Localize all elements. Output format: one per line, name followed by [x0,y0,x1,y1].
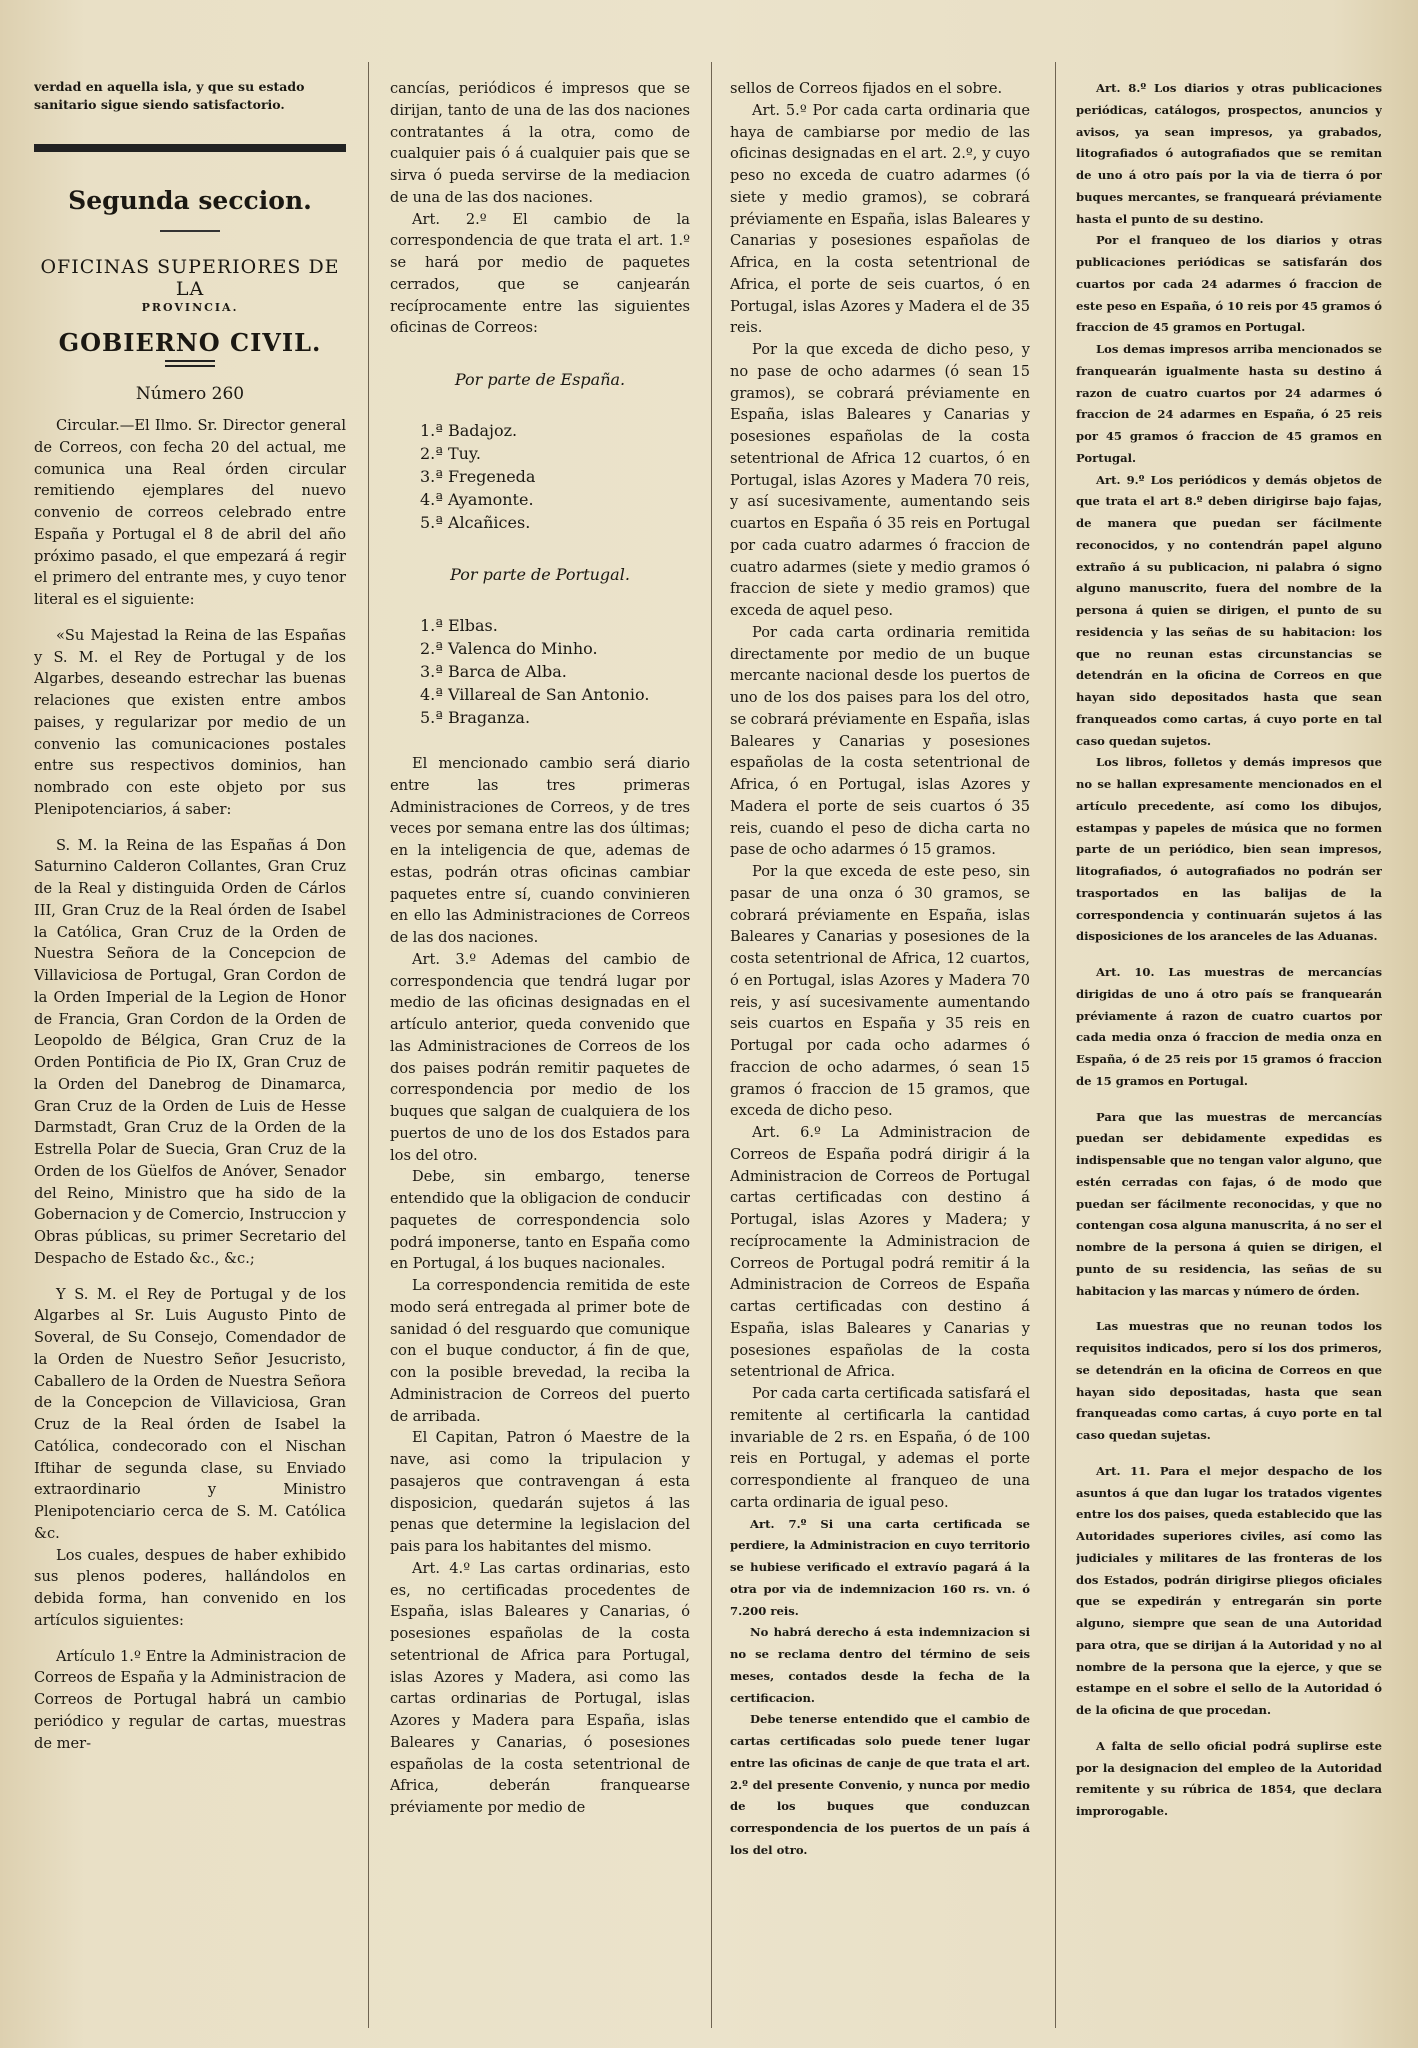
list-item: 3.ª Fregeneda [420,467,536,486]
heading-civil-government: GOBIERNO CIVIL. [58,328,322,357]
paragraph: Los demas impresos arriba mencionados se franquearán igualmente hasta su destino á razon de cuatro cuartos por 24 adarmes ó fraccion de 24 adarmes en España, ó 25 reis por 45 gramos ó fraccion de 45 gramos en Portugal. [1076,342,1382,465]
paragraph: Debe, sin embargo, tenerse entendido que la obligacion de conducir paquetes de correspondencia solo podrá imponerse, tanto en España como en Portugal, á los buques nacionales. [390,1168,690,1273]
column-1 [34,78,346,2028]
list-heading-spain: Por parte de España. [454,370,626,389]
paragraph: Art. 5.º Por cada carta ordinaria que haya de cambiarse por medio de las oficinas designadas en el art. 2.º, y cuyo peso no exceda de cuatro adarmes (ó siete y medio gramos), se cobrará préviamente en España, islas Baleares y Canarias y posesiones españolas de Africa, en la costa setentrional de Africa, el porte de seis cuartos, ó en Portugal, islas Azores y Madera el de 35 reis. [730,101,1030,337]
column-rule [368,62,369,2028]
paragraph: Por la que exceda de este peso, sin pasar de una onza ó 30 gramos, se cobrará préviamente en España, islas Baleares y Canarias y posesiones de la costa setentrional de Africa, 12 cuartos, ó en Portugal, islas Azores y Madera 70 reis, y así sucesivamente aumentando seis cuartos en España y 35 reis en Portugal por cada ocho adarmes ó fraccion de ocho adarmes, ó sean 15 gramos ó fraccion de 15 gramos, que exceda de dicho peso. [730,863,1030,1120]
paragraph: Art. 8.º Los diarios y otras publicaciones periódicas, catálogos, prospectos, anuncios y avisos, ya sean impresos, ya grabados, litografiados ó autografiados que se remitan de uno á otro país por la via de tierra ó por buques mercantes, se franqueará préviamente hasta el punto de su destino. [1076,81,1382,226]
paragraph: Art. 7.º Si una carta certificada se perdiere, la Administracion en cuyo territorio se hubiese verificado el extravío pagará á la otra por via de indemnizacion 160 rs. vn. ó 7.200 reis. [730,1516,1030,1618]
list-item: 4.ª Ayamonte. [420,490,534,509]
paragraph: «Su Majestad la Reina de las Españas y S. M. el Rey de Portugal y de los Algarbes, deseando estrechar las buenas relaciones que existen entre ambos paises, y regularizar por medio de un convenio las comunicaciones postales entre sus respectivos dominios, han nombrado con este objeto por sus Plenipotenciarios, á saber: [34,626,346,818]
paragraph: Art. 10. Las muestras de mercancías dirigidas de uno á otro país se franquearán préviamente á razon de cuatro cuartos por cada media onza ó fraccion de media onza en España, ó de 25 reis por 15 gramos ó fraccion de 15 gramos en Portugal. [1076,965,1382,1088]
paragraph: A falta de sello oficial podrá suplirse este por la designacion del empleo de la Autoridad remitente y su rúbrica de 1854, que declara improrogable. [1076,1738,1382,1818]
list-item: 4.ª Villareal de San Antonio. [420,685,650,704]
office-list-spain [390,419,690,534]
paragraph: Art. 3.º Ademas del cambio de correspondencia que tendrá lugar por medio de las oficinas designadas en el artículo anterior, queda convenido que las Administraciones de Correos de los dos paises podrán remitir paquetes de correspondencia por medio de los buques que salgan de cualquiera de los puertos de uno de los dos Estados para los del otro. [390,950,690,1164]
paragraph: Art. 4.º Las cartas ordinarias, esto es, no certificadas procedentes de España, islas Baleares y Canarias, ó posesiones españolas de la costa setentrional de Africa para Portugal, islas Azores y Madera, asi como las cartas ordinarias de Portugal, islas Azores y Madera para España, islas Baleares y Canarias, ó posesiones españolas de la costa setentrional de Africa, deberán franquearse préviamente por medio de [390,1559,690,1816]
paragraph: Por el franqueo de los diarios y otras publicaciones periódicas se satisfarán dos cuartos por cada 24 adarmes ó fraccion de este peso en España, ó 10 reis por 45 gramos ó fraccion de 45 gramos en Portugal. [1076,233,1382,335]
paragraph: Art. 2.º El cambio de la correspondencia de que trata el art. 1.º se hará por medio de paquetes cerrados, que se canjearán recíprocamente entre las siguientes oficinas de Correos: [390,210,690,337]
paragraph: S. M. la Reina de las Españas á Don Saturnino Calderon Collantes, Gran Cruz de la Real y distinguida Orden de Cárlos III, Gran Cruz de la Real órden de Isabel la Católica, Gran Cruz de la Orden de Nuestra Señora de la Concepcion de Villaviciosa de Portugal, Gran Cordon de la Orden Imperial de la Legion de Honor de Francia, Gran Cordon de la Orden de Leopoldo de Bélgica, Gran Cruz de la Orden Pontificia de Pio IX, Gran Cruz de la Orden del Danebrog de Dinamarca, Gran Cruz de la Orden de Luis de Hesse Darmstadt, Gran Cruz de la Orden de la Estrella Polar de Suecia, Gran Cruz de la Orden de los Güelfos de Anóver, Senador del Reino, Ministro que ha sido de la Gobernacion y de Comercio, Instruccion y Obras públicas, su primer Secretario del Despacho de Estado &c., &c.; [34,836,346,1267]
paragraph: sellos de Correos fijados en el sobre. [730,80,1003,97]
carryover-text: verdad en aquella isla, y que su estado sanitario sigue siendo satisfactorio. [34,79,305,112]
list-item: 3.ª Barca de Alba. [420,662,567,681]
column-3 [730,78,1030,2028]
office-list-portugal [390,614,690,729]
paragraph: El mencionado cambio será diario entre las tres primeras Administraciones de Correos, y de tres veces por semana entre las dos últimas; en la inteligencia de que, ademas de estas, podrán otras oficinas cambiar paquetes entre sí, cuando convinieren en ello las Administraciones de Correos de las dos naciones. [390,755,690,946]
paragraph: Para que las muestras de mercancías puedan ser debidamente expedidas es indispensable que no tengan valor alguno, que estén cerradas con fajas, ó de modo que puedan ser fácilmente reconocidas, y que no contengan cosa alguna manuscrita, á no ser el nombre de la persona á quien se dirigen, el punto de su residencia, las señas de su habitacion y las marcas y número de órden. [1076,1109,1382,1298]
paragraph: Por la que exceda de dicho peso, y no pase de ocho adarmes (ó sean 15 gramos), se cobrará préviamente en España, islas Baleares y Canarias y posesiones españolas de la costa setentrional de Africa 12 cuartos, ó en Portugal, islas Azores y Madera 70 reis, y así sucesivamente, aumentando seis cuartos en España ó 35 reis en Portugal por cada cuatro adarmes ó fraccion de cuatro adarmes (siete y medio gramos ó fraccion de siete y medio gramos) que exceda de aquel peso. [730,341,1030,619]
list-item: 5.ª Braganza. [420,708,531,727]
heading-province: PROVINCIA. [141,301,239,314]
paragraph: La correspondencia remitida de este modo será entregada al primer bote de sanidad ó del resguardo que comunique con el buque conductor, á fin de que, con la posible brevedad, la reciba la Administracion de Correos del puerto de arribada. [390,1277,690,1425]
paragraph: Debe tenerse entendido que el cambio de cartas certificadas solo puede tener lugar entre las oficinas de canje de que trata el art. 2.º del presente Convenio, y nunca por medio de los buques que conduzcan correspondencia de los puertos de un país á los del otro. [730,1712,1030,1857]
paragraph: Artículo 1.º Entre la Administracion de Correos de España y la Administracion de Correos de Portugal habrá un cambio periódico y regular de cartas, muestras de mer- [34,1647,346,1752]
section-title: Segunda seccion. [68,186,312,215]
list-item: 1.ª Badajoz. [420,421,518,440]
paragraph: Y S. M. el Rey de Portugal y de los Algarbes al Sr. Luis Augusto Pinto de Soveral, de Su Consejo, Comendador de la Orden de Nuestro Señor Jesucristo, Caballero de la Orden de Nuestra Señora de la Concepcion de Villaviciosa, Gran Cruz de la Real órden de Isabel la Católica, condecorado con el Nischan Iftihar de segunda clase, su Enviado extraordinario y Ministro Plenipotenciario cerca de S. M. Católica &c. [34,1285,346,1542]
list-heading-portugal: Por parte de Portugal. [450,565,630,584]
column-rule [1055,62,1056,2028]
list-item: 2.ª Valenca do Minho. [420,639,598,658]
paragraph: Circular.—El Ilmo. Sr. Director general de Correos, con fecha 20 del actual, me comunica una Real órden circular remitiendo ejemplares del nuevo convenio de correos celebrado entre España y Portugal el 8 de abril del año próximo pasado, el que empezará á regir el primero del entrante mes, y cuyo tenor literal es el siguiente: [34,417,346,608]
list-item: 2.ª Tuy. [420,444,481,463]
paragraph: Art. 11. Para el mejor despacho de los asuntos á que dan lugar los tratados vigentes entre los dos paises, queda establecido que las Autoridades superiores civiles, así como las judiciales y militares de las fronteras de los dos Estados, podrán dirigirse pliegos oficiales que se expedirán y entregarán sin porte alguno, siempre que sean de una Autoridad para otra, que se dirijan á la Autoridad y no al nombre de la persona que la ejerce, y que se estampe en el sobre el sello de la Autoridad ó de la oficina de que procedan. [1076,1463,1382,1717]
paragraph: Las muestras que no reunan todos los requisitos indicados, pero sí los dos primeros, se detendrán en la oficina de Correos en que hayan sido depositadas, hasta que sean franqueadas como cartas, á cuyo porte en tal caso quedan sujetas. [1076,1319,1382,1442]
ornament-rule [160,230,220,232]
paragraph: Art. 9.º Los periódicos y demás objetos de que trata el art 8.º deben dirigirse bajo fajas, de manera que puedan ser fácilmente reconocidos, y no contendrán papel alguno extraño á su publicacion, ni palabra ó signo alguno manuscrito, fuera del nombre de la persona á quien se dirigen, el punto de su residencia y las señas de su habitacion: los que no reunan estas circunstancias se detendrán en la oficina de Correos en que hayan sido depositados hasta que sean franqueados como cartas, á cuyo porte en tal caso quedan sujetos. [1076,472,1382,748]
paragraph: No habrá derecho á esta indemnizacion si no se reclama dentro del término de seis meses, contados desde la fecha de la certificacion. [730,1625,1030,1705]
paragraph: Por cada carta certificada satisfará el remitente al certificarla la cantidad invariable de 2 rs. en España, ó de 100 reis en Portugal, y ademas el porte correspondiente al franqueo de una carta ordinaria de igual peso. [730,1385,1030,1511]
notice-number: Número 260 [135,384,245,404]
column-4 [1076,78,1382,2028]
paragraph: Por cada carta ordinaria remitida directamente por medio de un buque mercante nacional desde los puertos de uno de los dos paises para los del otro, se cobrará préviamente en España, islas Baleares y Canarias y posesiones españolas de la costa setentrional de Africa, ó en Portugal, islas Azores y Madera el porte de seis cuartos ó 35 reis, cuando el peso de dicha carta no pase de ocho adarmes ó 15 gramos. [730,623,1030,859]
list-item: 5.ª Alcañices. [420,513,531,532]
section-divider [34,144,346,152]
paragraph: cancías, periódicos é impresos que se dirijan, tanto de una de las dos naciones contratantes á la otra, como de cualquier pais ó á cualquier pais que se sirva ó pueda servirse de la mediacion de una de las dos naciones. [390,80,690,206]
paragraph: Los libros, folletos y demás impresos que no se hallan expresamente mencionados en el artículo precedente, así como los dibujos, estampas y papeles de música que no formen parte de un periódico, bien sean impresos, litografiados, ó autografiados no podrán ser trasportados en las balijas de la correspondencia y continuarán sujetos á las disposiciones de los aranceles de las Aduanas. [1076,755,1382,944]
column-rule [711,62,712,2028]
heading-offices: OFICINAS SUPERIORES DE LA [40,256,340,300]
double-rule [165,360,215,367]
paragraph: Los cuales, despues de haber exhibido sus plenos poderes, hallándolos en debida forma, han convenido en los artículos siguientes: [34,1546,346,1629]
list-item: 1.ª Elbas. [420,616,498,635]
column-2 [390,78,690,2028]
paragraph: Art. 6.º La Administracion de Correos de España podrá dirigir á la Administracion de Correos de Portugal cartas certificadas con destino á Portugal, islas Azores y Madera; y recíprocamente la Administracion de Correos de Portugal podrá remitir á la Administracion de Correos de España cartas certificadas con destino á España, islas Baleares y Canarias y posesiones españolas de la costa setentrional de Africa. [730,1124,1030,1381]
paragraph: El Capitan, Patron ó Maestre de la nave, asi como la tripulacion y pasajeros que contravengan á esta disposicion, quedarán sujetos á las penas que determine la legislacion del pais para los habitantes del mismo. [390,1429,690,1555]
